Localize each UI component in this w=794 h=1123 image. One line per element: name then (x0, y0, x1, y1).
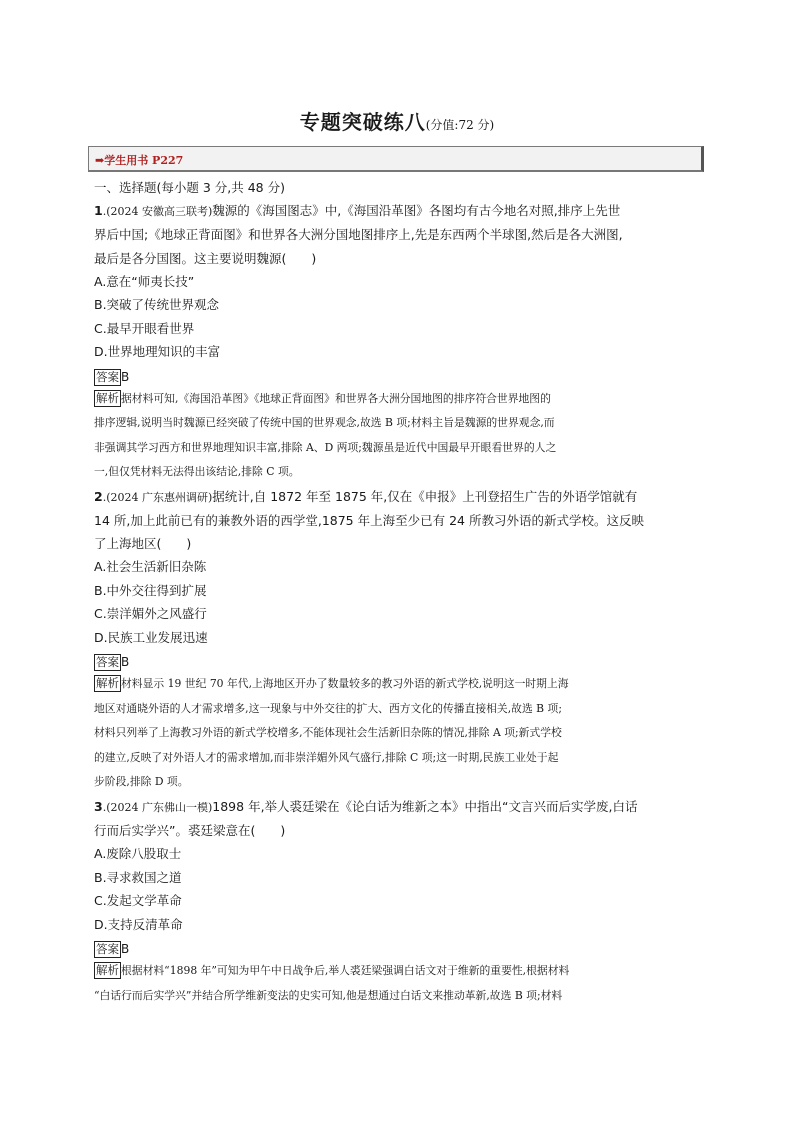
option-d: D.支持反清革命 (94, 916, 183, 932)
question-source: .(2024 安徽高三联考) (102, 205, 213, 219)
answer-label: 答案 (96, 369, 119, 384)
explanation-line: 解析 据材料可知,《海国沿革图》《地球正背面图》和世界各大洲分国地图的排序符合世界地图的 (96, 390, 551, 405)
option-b: B.中外交往得到扩展 (94, 582, 207, 598)
explanation-label: 解析 (96, 390, 119, 405)
question-number: 2 (94, 488, 103, 504)
question-stem-line: 14 所,加上此前已有的兼教外语的西学堂,1875 年上海至少已有 24 所教习外语的新式学校。这反映 (94, 513, 644, 529)
score-note: (分值:72 分) (425, 118, 495, 132)
answer-label: 答案 (96, 655, 119, 670)
question-stem-line: 行而后实学兴”。裘廷梁意在( ) (94, 823, 286, 839)
title-block (0, 106, 794, 135)
option-a: A.社会生活新旧杂陈 (94, 559, 207, 575)
answer-row (94, 938, 702, 959)
explanation-line: 解析 根据材料“1898 年”可知为甲午中日战争后,举人裘廷梁强调白话文对于维新的重要性,根据材料 (96, 963, 570, 978)
question-stem-line: 2.(2024 广东惠州调研)据统计,自 1872 年至 1875 年,仅在《申报》上刊登招生广告的外语学馆就有 (94, 488, 638, 504)
option-d: D.世界地理知识的丰富 (94, 344, 221, 360)
question-stem-line: 1.(2024 安徽高三联考)魏源的《海国图志》中,《海国沿革图》各图均有古今地名对照,排序上先世 (94, 203, 621, 219)
question-stem-line: 3.(2024 广东佛山一模)1898 年,举人裘廷梁在《论白话为维新之本》中指出“文言兴而后实学废,白话 (94, 798, 638, 814)
explanation-label: 解析 (96, 963, 119, 978)
explanation-line: 材料只列举了上海教习外语的新式学校增多,不能体现社会生活新旧杂陈的情况,排除 A 项;新式学校 (94, 726, 562, 740)
explanation-line: 地区对通晓外语的人才需求增多,这一现象与中外交往的扩大、西方文化的传播直接相关,故选 B 项; (94, 701, 562, 715)
explanation-line: “白话行而后实学兴”并结合所学维新变法的史实可知,他是想通过白话文来推动革新,故选 B 项;材料 (94, 988, 563, 1002)
question-number: 3 (94, 798, 103, 814)
page-title: 专题突破练八 (299, 110, 426, 134)
question-stem-line: 最后是各分国图。这主要说明魏源( ) (94, 250, 317, 266)
option-c: C.发起文学革命 (94, 893, 182, 909)
question-stem-line: 了上海地区( ) (94, 536, 192, 552)
answer-value: B (121, 369, 130, 384)
answer-value: B (121, 655, 130, 670)
option-b: B.突破了传统世界观念 (94, 297, 220, 313)
explanation-line: 排序逻辑,说明当时魏源已经突破了传统中国的世界观念,故选 B 项;材料主旨是魏源的世界观念,而 (94, 416, 555, 430)
question-source: .(2024 广东佛山一模) (102, 800, 213, 814)
answer-value: B (121, 942, 130, 957)
answer-label: 答案 (96, 942, 119, 957)
student-book-banner (88, 146, 704, 172)
explanation-line: 解析 材料显示 19 世纪 70 年代,上海地区开办了数量较多的教习外语的新式学校,说明这一时期上海 (96, 676, 569, 691)
question-source: .(2024 广东惠州调研) (102, 490, 213, 504)
answer-row (94, 366, 702, 387)
question-stem-line: 界后中国;《地球正背面图》和世界各大洲分国地图排序上,先是东西两个半球图,然后是各大洲图, (94, 227, 623, 243)
explanation-label: 解析 (96, 676, 119, 691)
explanation-line: 一,但仅凭材料无法得出该结论,排除 C 项。 (94, 465, 300, 479)
section-heading: 一、选择题(每小题 3 分,共 48 分) (94, 180, 285, 195)
option-a: A.意在“师夷长技” (94, 273, 195, 289)
question-2 (94, 485, 702, 795)
answer-row (94, 651, 702, 672)
option-a: A.废除八股取士 (94, 846, 182, 862)
question-1 (94, 199, 702, 485)
explanation-line: 非强调其学习西方和世界地理知识丰富,排除 A、D 两项;魏源虽是近代中国最早开眼看世界的人之 (94, 440, 557, 454)
content-area (94, 176, 702, 1008)
option-c: C.崇洋媚外之风盛行 (94, 606, 207, 622)
option-d: D.民族工业发展迅速 (94, 629, 208, 645)
question-3 (94, 795, 702, 1008)
explanation-line: 的建立,反映了对外语人才的需求增加,而非崇洋媚外风气盛行,排除 C 项;这一时期,民族工业处于起 (94, 750, 559, 764)
question-number: 1 (94, 203, 103, 219)
explanation-line: 步阶段,排除 D 项。 (94, 775, 189, 789)
option-b: B.寻求救国之道 (94, 869, 182, 885)
option-c: C.最早开眼看世界 (94, 320, 195, 336)
student-book-reference[interactable]: ➡学生用书 P227 (95, 154, 184, 167)
